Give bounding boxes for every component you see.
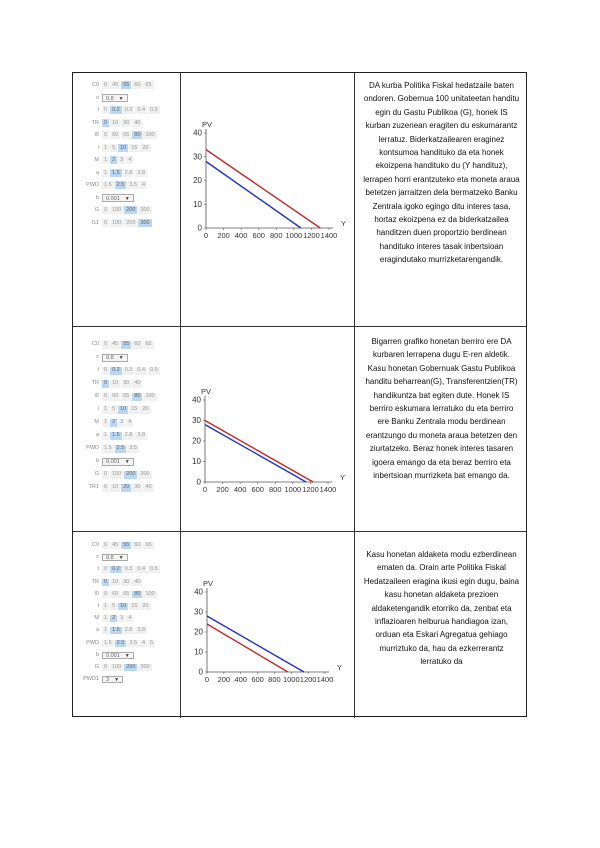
chevron-down-icon: ▼ bbox=[124, 195, 130, 202]
control-label: PWD bbox=[86, 182, 99, 188]
setter-option[interactable]: 65 bbox=[145, 341, 152, 347]
y-tick-label: 0 bbox=[198, 667, 203, 677]
setter-option[interactable]: 10 bbox=[112, 484, 119, 490]
control-label: b bbox=[95, 458, 99, 464]
x-tick-label: 0 bbox=[204, 675, 210, 684]
control-row bbox=[79, 640, 176, 647]
setter-option[interactable]: 0.4 bbox=[137, 566, 146, 573]
setter-option[interactable]: 10 bbox=[120, 406, 127, 412]
control-dropdown[interactable] bbox=[102, 554, 128, 561]
y-axis-label: PV bbox=[203, 579, 214, 588]
setter-option[interactable]: 55 bbox=[123, 542, 130, 548]
control-label: c bbox=[96, 354, 99, 360]
control-label: t bbox=[97, 566, 99, 573]
setter-option[interactable]: 0.4 bbox=[137, 367, 146, 373]
setter-option[interactable]: 2.5 bbox=[116, 639, 125, 646]
y-tick-label: 0 bbox=[197, 223, 202, 233]
setter-option[interactable]: 2 bbox=[112, 615, 116, 622]
control-row bbox=[79, 591, 176, 598]
da1-line bbox=[207, 624, 288, 672]
control-label: b bbox=[95, 194, 99, 201]
x-tick-label: 400 bbox=[234, 675, 247, 684]
x-tick-label: 400 bbox=[233, 485, 247, 494]
x-tick-label: 200 bbox=[217, 231, 230, 240]
control-row bbox=[79, 676, 176, 683]
setter-option[interactable]: 10 bbox=[120, 603, 127, 609]
control-label: i bbox=[97, 144, 99, 151]
dropdown-value: 0.8 bbox=[106, 355, 114, 361]
setter-option[interactable]: 0 bbox=[104, 566, 108, 573]
control-row bbox=[79, 458, 176, 466]
setter-option[interactable]: 300 bbox=[140, 207, 150, 213]
setter-option[interactable]: 65 bbox=[123, 590, 130, 597]
setter-option[interactable]: 55 bbox=[123, 341, 130, 347]
control-row bbox=[79, 393, 176, 401]
setter-option[interactable]: 0 bbox=[104, 393, 108, 399]
text-cell bbox=[355, 532, 526, 718]
control-row bbox=[79, 219, 176, 227]
table-row bbox=[73, 531, 526, 718]
setter-option[interactable]: 1 bbox=[104, 432, 108, 438]
control-row bbox=[79, 579, 176, 586]
x-tick-label: 0 bbox=[203, 231, 209, 240]
control-row bbox=[79, 169, 176, 177]
setter-option[interactable]: 3 bbox=[120, 157, 124, 163]
setter-option[interactable]: 0 bbox=[104, 341, 108, 347]
x-tick-label: 800 bbox=[269, 485, 282, 494]
setter-option[interactable]: 0 bbox=[104, 664, 108, 670]
setter-option[interactable]: 2.5 bbox=[116, 182, 125, 188]
control-row bbox=[79, 615, 176, 622]
control-row bbox=[79, 664, 176, 671]
setter-option[interactable]: 20 bbox=[142, 144, 149, 151]
y-tick-label: 30 bbox=[193, 152, 202, 162]
setter-option[interactable]: 1.5 bbox=[112, 627, 120, 634]
setter-option[interactable]: 0 bbox=[104, 219, 108, 226]
control-label: M bbox=[94, 615, 99, 622]
control-row bbox=[79, 367, 176, 375]
setter-option[interactable]: 40 bbox=[134, 578, 141, 585]
setter-option[interactable]: 3.8 bbox=[137, 627, 146, 634]
setter-option[interactable]: 0.5 bbox=[150, 107, 158, 113]
x-axis-label: Y bbox=[341, 219, 347, 228]
setter-option[interactable]: 60 bbox=[112, 590, 119, 597]
setter-option[interactable]: 1.5 bbox=[112, 169, 120, 176]
da0-line bbox=[207, 616, 304, 672]
setter-option[interactable]: 0 bbox=[104, 207, 108, 213]
setter-option[interactable]: 3.5 bbox=[129, 639, 137, 646]
x-tick-label: 1400 bbox=[316, 675, 334, 684]
setter-option[interactable]: 1 bbox=[104, 627, 108, 634]
setter-option[interactable]: 65 bbox=[145, 542, 152, 548]
setter-option[interactable]: 60 bbox=[134, 341, 141, 347]
chart-cell bbox=[181, 532, 355, 718]
x-tick-label: 1000 bbox=[282, 675, 300, 684]
setter-option[interactable]: 100 bbox=[112, 471, 122, 477]
setter-option[interactable]: 0 bbox=[104, 380, 108, 386]
setter-option[interactable]: 45 bbox=[112, 542, 119, 548]
setter-option[interactable]: 10 bbox=[112, 578, 119, 585]
y-tick-label: 20 bbox=[193, 176, 202, 185]
setter-option[interactable]: 45 bbox=[112, 82, 119, 88]
explanation-text: Bigarren grafiko honetan berriro ere DA kurbaren lerrapena dugu E-ren aldetik. Kasu honetan Gobernuak Gastu Publikoa handitu beharrean(G), Transferentzien(TR) handikuntza bat egiten dute. Honek IS berriro eskumara lerratuko du eta berriro ere Banku Zentrala modu berdinean erantzungo du moneta araua betetzen den ziurtatzeko. Beraz honek interes tasaren igoera emango da eta beraz berriro eta inbertsioan murrizketa bat emango da. bbox=[365, 337, 518, 481]
control-row bbox=[79, 419, 176, 427]
setter-option[interactable]: 0 bbox=[104, 107, 108, 113]
setter-option[interactable]: 200 bbox=[126, 664, 136, 670]
y-tick-label: 30 bbox=[192, 416, 201, 425]
setter-option[interactable]: 200 bbox=[126, 207, 136, 213]
setter-option[interactable]: 5 bbox=[112, 144, 116, 151]
control-row bbox=[79, 432, 176, 440]
setter-option[interactable]: 30 bbox=[123, 119, 130, 126]
controls-cell bbox=[73, 327, 181, 531]
setter-option[interactable]: 60 bbox=[134, 82, 141, 88]
setter-option[interactable]: 5 bbox=[150, 639, 154, 646]
setter-option[interactable]: 100 bbox=[112, 207, 122, 213]
setter-option[interactable]: 15 bbox=[131, 603, 138, 609]
control-label: PWD bbox=[86, 445, 99, 451]
x-axis-label: Y bbox=[337, 663, 343, 672]
control-row bbox=[79, 181, 176, 189]
setter-option[interactable]: 0.3 bbox=[124, 107, 133, 113]
y-tick-label: 40 bbox=[194, 587, 203, 597]
setter-option[interactable]: 1 bbox=[104, 144, 108, 151]
setter-option[interactable]: 2.8 bbox=[124, 432, 133, 438]
setter-option[interactable]: 60 bbox=[134, 542, 141, 548]
setter-option[interactable]: 3 bbox=[120, 615, 124, 622]
x-tick-label: 1200 bbox=[303, 231, 320, 240]
setter-option[interactable]: 300 bbox=[140, 471, 150, 477]
setter-option[interactable]: 200 bbox=[126, 219, 136, 226]
x-tick-label: 1000 bbox=[285, 231, 303, 240]
setter-option[interactable]: 40 bbox=[134, 380, 141, 386]
setter-option[interactable]: 2.5 bbox=[116, 445, 125, 451]
control-label: a bbox=[95, 627, 99, 634]
setter-option[interactable]: 4 bbox=[128, 419, 132, 425]
setter-option[interactable]: 4 bbox=[128, 157, 132, 163]
control-row bbox=[79, 354, 176, 362]
setter-option[interactable]: 30 bbox=[134, 484, 141, 490]
control-label: i bbox=[97, 406, 99, 412]
setter-option[interactable]: 1.5 bbox=[104, 182, 112, 188]
setter-option[interactable]: 0 bbox=[104, 367, 108, 373]
setter-option[interactable]: 10 bbox=[112, 119, 119, 126]
control-label: TR bbox=[91, 578, 99, 585]
control-row bbox=[79, 484, 176, 492]
control-label: I0 bbox=[94, 393, 99, 399]
y-tick-label: 0 bbox=[196, 477, 201, 487]
setter-option[interactable]: 80 bbox=[134, 132, 141, 138]
control-row bbox=[79, 627, 176, 634]
x-tick-label: 800 bbox=[270, 231, 283, 240]
x-tick-label: 0 bbox=[202, 485, 208, 494]
setter-option[interactable]: 0 bbox=[104, 119, 108, 126]
setter-option[interactable]: 5 bbox=[112, 603, 116, 609]
setter-option[interactable]: 2 bbox=[112, 419, 116, 425]
setter-option[interactable]: 15 bbox=[131, 144, 138, 151]
text-cell bbox=[355, 327, 526, 531]
control-label: b bbox=[95, 651, 99, 658]
control-label: I0 bbox=[94, 132, 99, 138]
setter-option[interactable]: 2.8 bbox=[124, 169, 133, 176]
chevron-down-icon: ▼ bbox=[118, 95, 124, 102]
y-axis-label: PV bbox=[201, 387, 212, 396]
control-label: G bbox=[94, 471, 99, 477]
setter-option[interactable]: 100 bbox=[112, 219, 122, 226]
setter-option[interactable]: 3 bbox=[120, 419, 124, 425]
setter-option[interactable]: 0.2 bbox=[112, 566, 120, 573]
setter-option[interactable]: 30 bbox=[123, 380, 130, 386]
setter-option[interactable]: 1 bbox=[104, 157, 108, 163]
control-dropdown[interactable] bbox=[102, 94, 128, 102]
y-tick-label: 10 bbox=[193, 199, 202, 209]
setter-option[interactable]: 300 bbox=[140, 219, 150, 226]
x-axis-label: Y bbox=[340, 473, 346, 482]
setter-option[interactable]: 40 bbox=[145, 484, 152, 490]
setter-option[interactable]: 100 bbox=[112, 664, 122, 670]
setter-option[interactable]: 3.8 bbox=[137, 432, 146, 438]
setter-option[interactable]: 3.5 bbox=[129, 182, 137, 188]
setter-option[interactable]: 65 bbox=[123, 132, 130, 138]
x-tick-label: 1200 bbox=[302, 485, 319, 494]
control-row bbox=[79, 566, 176, 573]
setter-option[interactable]: 0.4 bbox=[137, 107, 146, 113]
setter-option[interactable]: 20 bbox=[142, 406, 149, 412]
setter-option[interactable]: 300 bbox=[140, 664, 150, 670]
control-label: TR bbox=[91, 380, 99, 386]
table-row bbox=[73, 73, 526, 326]
explanation-text: Kasu honetan aldaketa modu ezberdinean ematen da. Orain arte Politika Fiskal Hedatzaileen eragina ikusi egin dugu, baina kasu honetan aldaketa prezioen aldaketengandik etorriko da, zenbat eta inflazioaren helburua handiagoa izan, orduan eta Eskari Agregatua gehiago murriztuko da, hau da ezkerrerantz lerratuko da bbox=[363, 550, 520, 667]
dropdown-value: 0.001 bbox=[106, 195, 120, 202]
setter-option[interactable]: 0.3 bbox=[124, 367, 133, 373]
setter-option[interactable]: 0 bbox=[104, 484, 108, 490]
control-label: M bbox=[94, 157, 99, 163]
control-label: i bbox=[97, 603, 99, 609]
y-tick-label: 10 bbox=[192, 457, 201, 466]
controls-cell bbox=[73, 532, 181, 718]
setter-option[interactable]: 65 bbox=[123, 393, 130, 399]
setter-option[interactable]: 10 bbox=[112, 380, 119, 386]
setter-option[interactable]: 3.8 bbox=[137, 169, 146, 176]
control-dropdown[interactable] bbox=[102, 652, 134, 659]
dropdown-value: 0.001 bbox=[106, 459, 120, 465]
chevron-down-icon: ▼ bbox=[118, 355, 124, 361]
x-tick-label: 1200 bbox=[299, 675, 317, 684]
chevron-down-icon: ▼ bbox=[114, 677, 120, 684]
control-label: c bbox=[96, 554, 99, 561]
control-row bbox=[79, 603, 176, 610]
setter-option[interactable]: 1.5 bbox=[112, 432, 120, 438]
control-row bbox=[79, 652, 176, 659]
control-row bbox=[79, 206, 176, 214]
control-dropdown[interactable] bbox=[102, 194, 134, 202]
control-row bbox=[79, 341, 176, 349]
control-label: TR1 bbox=[88, 484, 99, 490]
y-tick-label: 20 bbox=[194, 627, 203, 637]
y-tick-label: 20 bbox=[192, 436, 201, 446]
da0-line bbox=[205, 425, 306, 482]
setter-option[interactable]: 80 bbox=[134, 590, 141, 597]
text-cell bbox=[355, 73, 526, 326]
da-chart bbox=[181, 327, 355, 532]
control-label: M bbox=[94, 419, 99, 425]
chart-cell bbox=[181, 327, 355, 531]
setter-option[interactable]: 30 bbox=[123, 578, 130, 585]
setter-option[interactable]: 10 bbox=[120, 144, 127, 151]
control-label: PWD1 bbox=[83, 676, 99, 683]
table-row bbox=[73, 326, 526, 531]
control-label: C0 bbox=[91, 542, 99, 548]
x-tick-label: 200 bbox=[216, 485, 229, 494]
control-label: t bbox=[97, 107, 99, 113]
y-axis-label: PV bbox=[202, 120, 213, 129]
setter-option[interactable]: 0.2 bbox=[112, 107, 120, 113]
setter-option[interactable]: 100 bbox=[145, 132, 155, 138]
setter-option[interactable]: 2.8 bbox=[124, 627, 133, 634]
control-row bbox=[79, 445, 176, 453]
control-label: a bbox=[95, 169, 99, 176]
control-label: c bbox=[96, 94, 99, 101]
x-tick-label: 600 bbox=[251, 485, 264, 494]
chevron-down-icon: ▼ bbox=[124, 459, 130, 465]
control-label: G1 bbox=[91, 219, 99, 226]
control-label: t bbox=[97, 367, 99, 373]
document-table bbox=[72, 72, 527, 717]
x-tick-label: 800 bbox=[268, 675, 281, 684]
setter-option[interactable]: 100 bbox=[145, 590, 155, 597]
setter-option[interactable]: 0 bbox=[104, 542, 108, 548]
control-dropdown[interactable] bbox=[102, 354, 128, 362]
setter-option[interactable]: 65 bbox=[145, 82, 152, 88]
setter-option[interactable]: 0.5 bbox=[150, 367, 158, 373]
control-label: C0 bbox=[91, 82, 99, 88]
setter-option[interactable]: 100 bbox=[145, 393, 155, 399]
control-row bbox=[79, 156, 176, 164]
setter-option[interactable]: 4 bbox=[141, 639, 146, 646]
control-row bbox=[79, 119, 176, 127]
control-row bbox=[79, 194, 176, 202]
y-tick-label: 40 bbox=[193, 128, 202, 138]
setter-option[interactable]: 1.5 bbox=[104, 639, 112, 646]
control-label: G bbox=[94, 664, 99, 670]
control-row bbox=[79, 471, 176, 479]
control-row bbox=[79, 106, 176, 114]
setter-option[interactable]: 80 bbox=[134, 393, 141, 399]
setter-option[interactable]: 4 bbox=[128, 615, 132, 622]
setter-option[interactable]: 1 bbox=[104, 169, 108, 176]
setter-option[interactable]: 0 bbox=[104, 578, 108, 585]
chevron-down-icon: ▼ bbox=[118, 555, 124, 562]
setter-option[interactable]: 0.5 bbox=[150, 566, 158, 573]
control-label: G bbox=[94, 207, 99, 213]
da1-line bbox=[206, 150, 320, 228]
control-label: PWD bbox=[86, 639, 99, 646]
setter-option[interactable]: 20 bbox=[123, 484, 130, 490]
setter-option[interactable]: 1 bbox=[104, 406, 108, 412]
control-label: C0 bbox=[91, 341, 99, 347]
control-dropdown[interactable] bbox=[102, 676, 123, 683]
x-tick-label: 200 bbox=[217, 675, 231, 684]
x-tick-label: 1400 bbox=[319, 485, 337, 494]
setter-option[interactable]: 0 bbox=[104, 590, 108, 597]
control-label: TR bbox=[91, 119, 99, 126]
x-tick-label: 400 bbox=[234, 231, 248, 240]
explanation-text: DA kurba Politika Fiskal hedatzaile baten ondoren. Gobernua 100 unitateetan handitu egin du Gastu Publikoa (G), honek IS kurban zuzenean eragiten du eskumarantz lerratuz. Biderkatzailearen eraginez kontsumoa handituko da eta honek ekoizpena handituko du (Y handituz), lerrapen horri erantzuteko eta moneta araua betetzen jarraitzen dela bermatzeko Banku Zentrala igoko egingo ditu interes tasa, hortaz ekoizpena ez da biderkatzailea handitzen duen proportzio berdinean handituko interes tasak inbertsioan eragindutako murrizketarengandik. bbox=[363, 81, 520, 265]
control-dropdown[interactable] bbox=[102, 458, 134, 466]
setter-option[interactable]: 0.2 bbox=[112, 367, 120, 373]
da0-line bbox=[206, 162, 301, 229]
setter-option[interactable]: 1.5 bbox=[104, 445, 112, 451]
control-row bbox=[79, 554, 176, 561]
control-row bbox=[79, 131, 176, 139]
setter-option[interactable]: 20 bbox=[142, 603, 149, 609]
setter-option[interactable]: 0.3 bbox=[124, 566, 133, 573]
control-row bbox=[79, 542, 176, 549]
setter-option[interactable]: 4 bbox=[141, 182, 146, 188]
x-tick-label: 1400 bbox=[320, 231, 338, 240]
y-tick-label: 40 bbox=[192, 395, 201, 405]
y-tick-label: 30 bbox=[194, 607, 203, 617]
setter-option[interactable]: 5 bbox=[112, 406, 116, 412]
y-tick-label: 10 bbox=[194, 647, 203, 657]
control-row bbox=[79, 380, 176, 388]
setter-option[interactable]: 55 bbox=[123, 82, 130, 88]
setter-option[interactable]: 60 bbox=[112, 393, 119, 399]
chevron-down-icon: ▼ bbox=[124, 652, 130, 659]
setter-option[interactable]: 60 bbox=[112, 132, 119, 138]
da-chart bbox=[181, 73, 355, 326]
setter-option[interactable]: 2 bbox=[112, 157, 116, 163]
x-tick-label: 600 bbox=[252, 231, 265, 240]
setter-option[interactable]: 1 bbox=[104, 615, 108, 622]
dropdown-value: 0.8 bbox=[106, 555, 114, 562]
setter-option[interactable]: 3.5 bbox=[129, 445, 137, 451]
setter-option[interactable]: 40 bbox=[134, 119, 141, 126]
da-chart bbox=[181, 532, 355, 719]
setter-option[interactable]: 15 bbox=[131, 406, 138, 412]
controls-cell bbox=[73, 73, 181, 326]
setter-option[interactable]: 0 bbox=[104, 82, 108, 88]
x-tick-label: 1000 bbox=[284, 485, 302, 494]
dropdown-value: 0.8 bbox=[106, 95, 114, 102]
setter-option[interactable]: 0 bbox=[104, 471, 108, 477]
setter-option[interactable]: 1 bbox=[104, 603, 108, 609]
setter-option[interactable]: 0 bbox=[104, 132, 108, 138]
control-row bbox=[79, 144, 176, 152]
control-row bbox=[79, 94, 176, 102]
control-row bbox=[79, 81, 176, 89]
da1-line bbox=[205, 421, 313, 483]
dropdown-value: 3 bbox=[106, 677, 110, 684]
control-row bbox=[79, 406, 176, 414]
x-tick-label: 600 bbox=[251, 675, 264, 684]
chart-cell bbox=[181, 73, 355, 326]
control-label: I0 bbox=[94, 590, 99, 597]
setter-option[interactable]: 200 bbox=[126, 471, 136, 477]
dropdown-value: 0.001 bbox=[106, 652, 120, 659]
setter-option[interactable]: 1 bbox=[104, 419, 108, 425]
control-label: a bbox=[95, 432, 99, 438]
setter-option[interactable]: 45 bbox=[112, 341, 119, 347]
